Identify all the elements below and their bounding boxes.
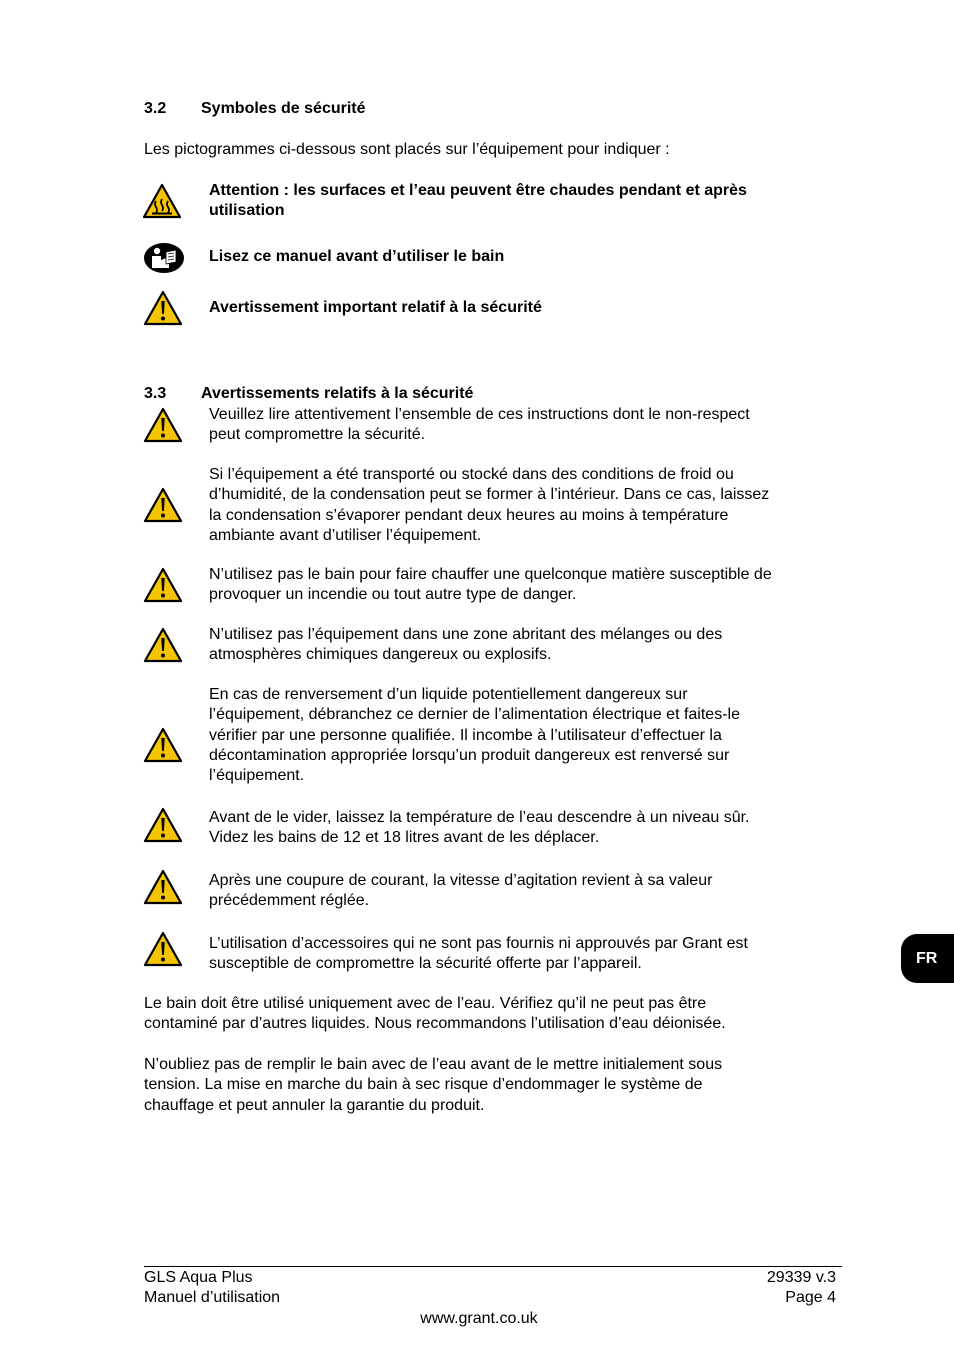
- footer-rule: [144, 1266, 842, 1267]
- warning-text: L’utilisation d’accessoires qui ne sont pas fournis ni approuvés par Grant est susceptible de compromettre la sécurité offerte par l’appareil.: [209, 935, 748, 973]
- body-paragraph: Le bain doit être utilisé uniquement avec de l’eau. Vérifiez qu’il ne peut pas être contaminé par d’autres liquides. Nous recommandons l’utilisation d’eau déionisée.: [144, 995, 726, 1033]
- warning-text: N’utilisez pas le bain pour faire chauffer une quelconque matière susceptible de provoquer un incendie ou tout autre type de danger.: [209, 566, 772, 604]
- footer-product: GLS Aqua Plus: [144, 1269, 253, 1286]
- warning-text: Après une coupure de courant, la vitesse d’agitation revient à sa valeur précédemment réglée.: [209, 872, 713, 910]
- warning-icon: [143, 567, 183, 603]
- warning-icon: [143, 931, 183, 967]
- warning-text: N’utilisez pas l’équipement dans une zone abritant des mélanges ou des atmosphères chimiques dangereux ou explosifs.: [209, 626, 723, 664]
- section-number: 3.2: [144, 100, 167, 117]
- warning-icon: [143, 807, 183, 843]
- warning-icon: [143, 290, 183, 326]
- symbol-description: Lisez ce manuel avant d’utiliser le bain: [209, 248, 505, 265]
- section-title: Avertissements relatifs à la sécurité: [201, 385, 474, 402]
- section-intro: Les pictogrammes ci-dessous sont placés sur l’équipement pour indiquer :: [144, 141, 670, 158]
- warning-icon: [143, 487, 183, 523]
- warning-text: Avant de le vider, laissez la température de l’eau descendre à un niveau sûr. Videz les bains de 12 et 18 litres avant de les déplacer.: [209, 809, 750, 847]
- read-manual-icon: [143, 242, 185, 274]
- body-paragraph: N’oubliez pas de remplir le bain avec de l’eau avant de le mettre initialement sous tension. La mise en marche du bain à sec risque d’endommager le système de chauffage et peut annuler la garantie du produit.: [144, 1056, 723, 1114]
- warning-text: En cas de renversement d’un liquide potentiellement dangereux sur l’équipement, débranchez ce dernier de l’alimentation électrique et faites-le vérifier par une personne qualifiée. Il incombe à l’utilisateur d’effectuer la décontamination appropriée lorsqu’un produit dangereux est renversé sur l’équipement.: [209, 686, 740, 785]
- warning-icon: [143, 407, 183, 443]
- language-tab: FR: [901, 934, 954, 983]
- footer-page-number: Page 4: [785, 1289, 836, 1306]
- footer-doc-type: Manuel d’utilisation: [144, 1289, 281, 1306]
- section-title: Symboles de sécurité: [201, 100, 366, 117]
- warning-text: Si l’équipement a été transporté ou stocké dans des conditions de froid ou d’humidité, de la condensation peut se former à l’intérieur. Dans ce cas, laissez la condensation s’évaporer pendant deux heures au moins à température ambiante avant d’utiliser l’équipement.: [209, 466, 770, 544]
- symbol-description: Avertissement important relatif à la sécurité: [209, 299, 542, 316]
- footer-website: www.grant.co.uk: [420, 1310, 538, 1327]
- warning-icon: [143, 869, 183, 905]
- footer-doc-number: 29339 v.3: [766, 1269, 836, 1286]
- warning-icon: [143, 727, 183, 763]
- section-number: 3.3: [144, 385, 167, 402]
- hot-surface-warning-icon: [142, 183, 182, 219]
- symbol-description: Attention : les surfaces et l’eau peuvent être chaudes pendant et après utilisation: [209, 182, 747, 220]
- warning-text: Veuillez lire attentivement l’ensemble de ces instructions dont le non-respect peut compromettre la sécurité.: [209, 406, 750, 444]
- warning-icon: [143, 627, 183, 663]
